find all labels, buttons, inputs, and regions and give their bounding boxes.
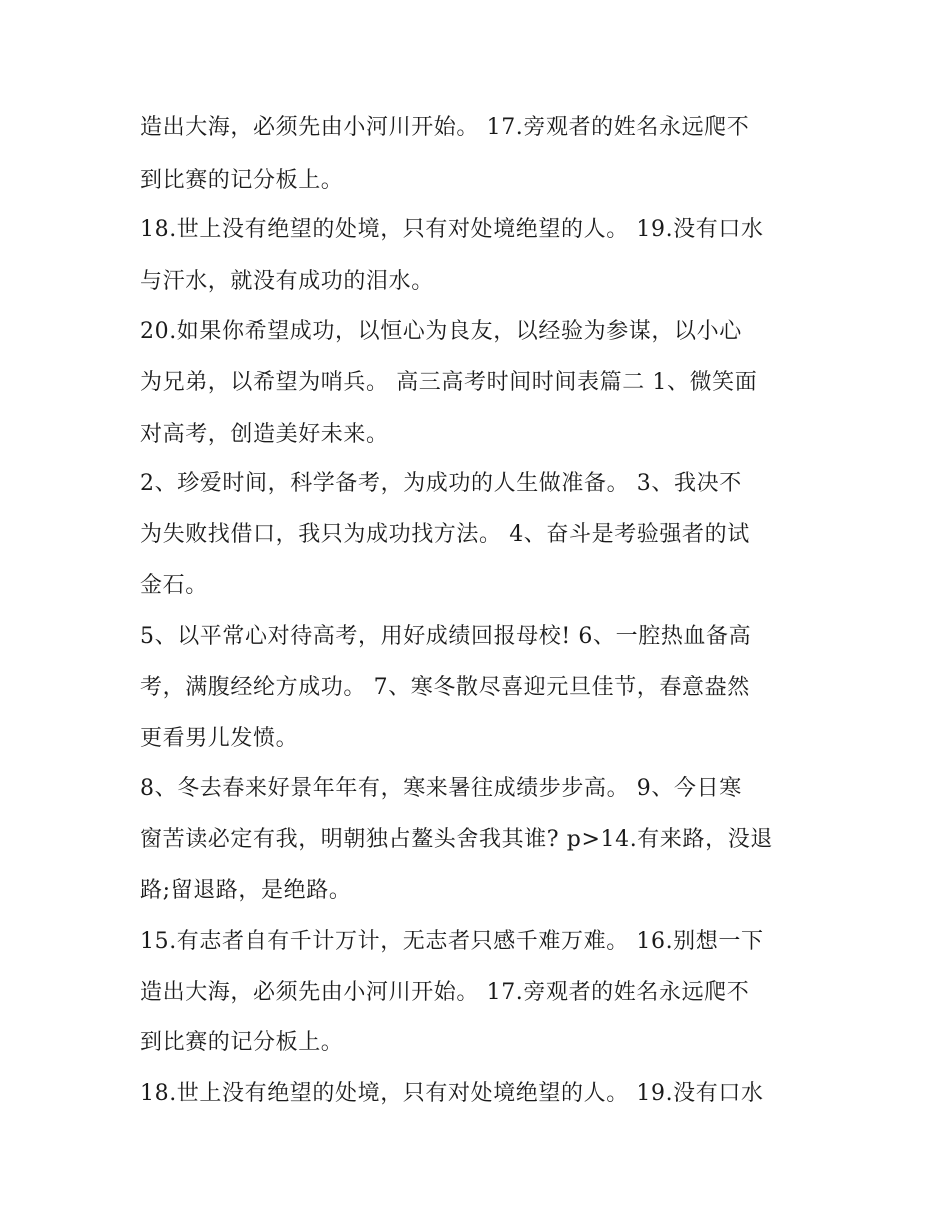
- text-line: 18.世上没有绝望的处境，只有对处境绝望的人。 19.没有口水: [140, 217, 764, 242]
- text-line: 2、珍爱时间，科学备考，为成功的人生做准备。 3、我决不: [140, 471, 742, 496]
- text-line: 金石。: [140, 573, 208, 598]
- text-line: 造出大海，必须先由小河川开始。 17.旁观者的姓名永远爬不: [140, 980, 750, 1005]
- text-line: 到比赛的记分板上。: [140, 168, 344, 193]
- text-line: 窗苦读必定有我，明朝独占鳌头舍我其谁? p>14.有来路，没退: [140, 827, 773, 852]
- text-line: 为失败找借口，我只为成功找方法。 4、奋斗是考验强者的试: [140, 522, 750, 547]
- text-line: 18.世上没有绝望的处境，只有对处境绝望的人。 19.没有口水: [140, 1081, 764, 1106]
- text-line: 到比赛的记分板上。: [140, 1030, 344, 1055]
- text-line: 15.有志者自有千计万计，无志者只感千难万难。 16.别想一下: [140, 929, 764, 954]
- text-line: 造出大海，必须先由小河川开始。 17.旁观者的姓名永远爬不: [140, 115, 750, 140]
- text-line: 与汗水，就没有成功的泪水。: [140, 269, 434, 294]
- text-line: 20.如果你希望成功，以恒心为良友，以经验为参谋，以小心: [140, 319, 742, 344]
- text-line: 对高考，创造美好未来。: [140, 422, 389, 447]
- text-line: 考，满腹经纶方成功。 7、寒冬散尽喜迎元旦佳节，春意盎然: [140, 675, 750, 700]
- text-line: 路;留退路，是绝路。: [140, 878, 352, 903]
- text-line: 5、以平常心对待高考，用好成绩回报母校! 6、一腔热血备高: [140, 624, 752, 649]
- text-line: 更看男儿发愤。: [140, 726, 299, 751]
- text-line: 8、冬去春来好景年年有，寒来暑往成绩步步高。 9、今日寒: [140, 776, 742, 801]
- text-line: 为兄弟，以希望为哨兵。 高三高考时间时间表篇二 1、微笑面: [140, 370, 758, 395]
